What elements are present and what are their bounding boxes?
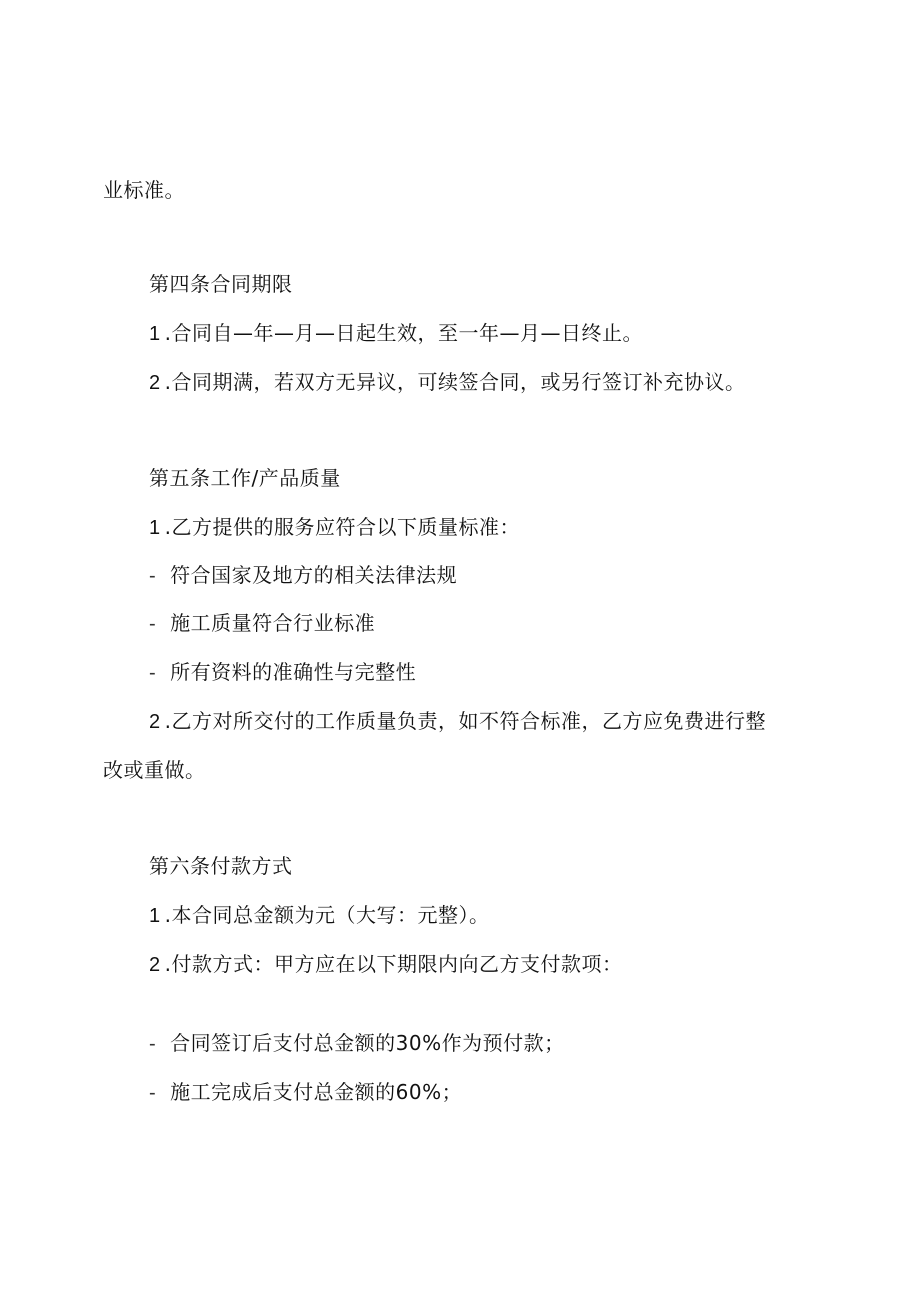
item-text: .合同期满，若双方无异议，可续签合同，或另行签订补充协议。 — [164, 370, 746, 394]
bullet-dash: - — [149, 565, 157, 587]
item-text: .付款方式：甲方应在以下期限内向乙方支付款项： — [164, 952, 623, 976]
bullet-dash: - — [149, 1082, 157, 1104]
bullet-dash: - — [149, 662, 157, 684]
item-number: 1 — [149, 517, 161, 539]
item-number: 2 — [149, 954, 161, 976]
section-5-item-2 — [149, 707, 766, 736]
section-6-item-2 — [149, 950, 622, 979]
section-4-item-2 — [149, 368, 745, 397]
item-text: .合同自—年—月—日起生效，至一年—月—日终止。 — [164, 321, 643, 345]
section-5-title: 第五条工作/产品质量 — [149, 466, 341, 490]
section-6-item-1 — [149, 901, 489, 930]
section-5-item-2-continuation: 改或重做。 — [103, 758, 206, 782]
item-number: 1 — [149, 905, 161, 927]
item-text: .乙方对所交付的工作质量负责，如不符合标准，乙方应免费进行整 — [164, 709, 766, 733]
item-number: 2 — [149, 372, 161, 394]
section-6-bullet-1 — [149, 1029, 565, 1058]
section-6-bullet-2 — [149, 1078, 462, 1107]
section-5-bullet-2 — [149, 609, 375, 638]
item-number: 1 — [149, 323, 161, 345]
section-4-item-1 — [149, 319, 643, 348]
section-4-title: 第四条合同期限 — [149, 272, 293, 296]
bullet-text: 符合国家及地方的相关法律法规 — [170, 563, 458, 587]
item-text: .本合同总金额为元（大写：元整）。 — [164, 903, 490, 927]
section-6-title: 第六条付款方式 — [149, 854, 293, 878]
bullet-text: 施工完成后支付总金额的60%； — [170, 1080, 463, 1104]
bullet-text: 所有资料的准确性与完整性 — [170, 660, 417, 684]
bullet-dash: - — [149, 1033, 157, 1055]
continuation-text: 业标准。 — [103, 178, 185, 202]
item-number: 2 — [149, 711, 161, 733]
bullet-text: 施工质量符合行业标准 — [170, 611, 376, 635]
item-text: .乙方提供的服务应符合以下质量标准： — [164, 515, 520, 539]
bullet-dash: - — [149, 613, 157, 635]
section-5-bullet-3 — [149, 658, 416, 687]
section-5-item-1 — [149, 513, 520, 542]
bullet-text: 合同签订后支付总金额的30%作为预付款； — [170, 1031, 565, 1055]
section-5-bullet-1 — [149, 561, 457, 590]
